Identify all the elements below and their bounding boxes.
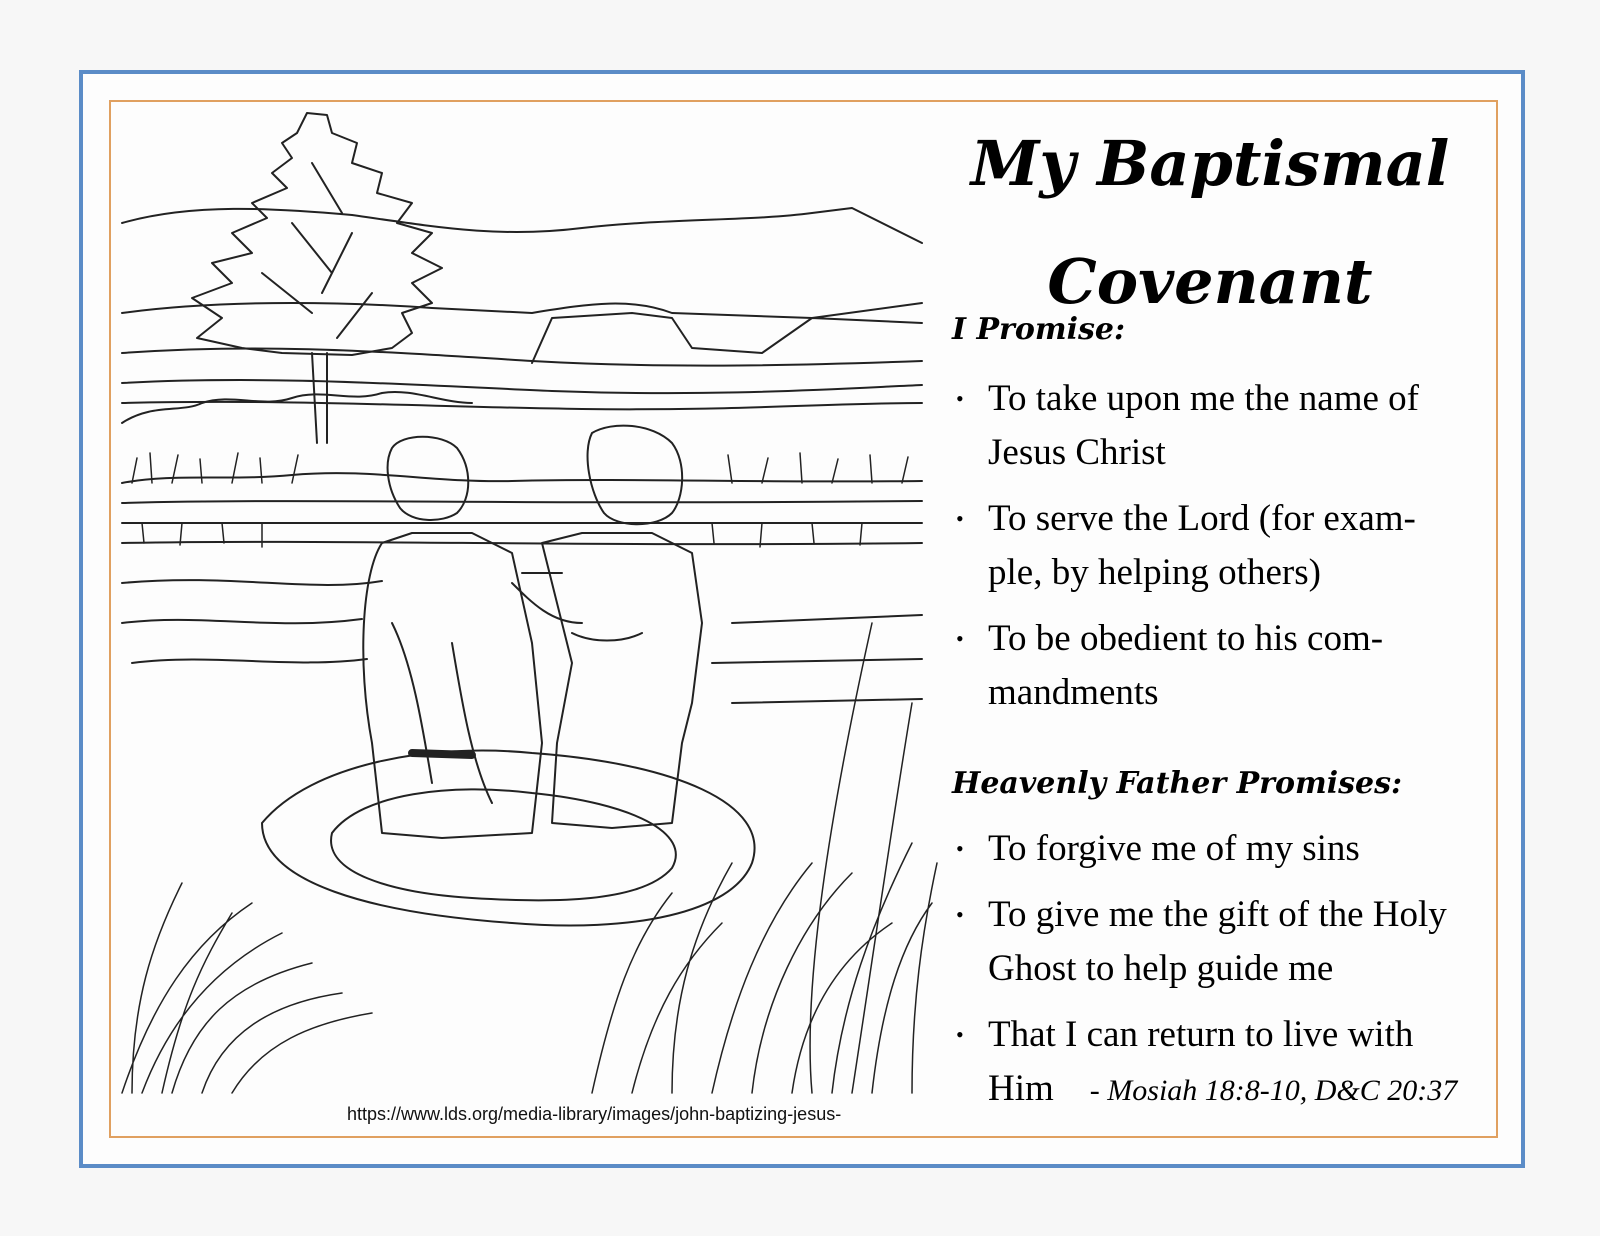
list-item <box>950 1008 1500 1118</box>
bullet-icon: • <box>956 1022 964 1047</box>
my-promises-list <box>950 372 1500 732</box>
bullet-icon: • <box>956 626 964 651</box>
list-item-line: To serve the Lord (for exam- <box>988 498 1416 539</box>
scripture-citation <box>1090 1074 1457 1107</box>
hill-line <box>122 303 922 318</box>
list-item-line: To take upon me the name of <box>988 378 1419 419</box>
list-item-line: To forgive me of my sins <box>988 828 1360 869</box>
mountain-line <box>122 208 922 243</box>
page-title <box>950 105 1470 341</box>
citation-text: Mosiah 18:8-10, D&C 20:37 <box>1107 1074 1458 1107</box>
list-item-line: Him <box>988 1068 1054 1109</box>
bullet-icon: • <box>956 386 964 411</box>
list-item-line: To give me the gift of the Holy <box>988 894 1447 935</box>
list-item <box>950 888 1500 996</box>
list-item-line: ple, by helping others) <box>988 552 1321 593</box>
list-item <box>950 372 1500 480</box>
bullet-icon: • <box>956 836 964 861</box>
foreground-reeds <box>122 623 937 1093</box>
title-line-2: Covenant <box>1047 245 1373 318</box>
mesa <box>532 313 922 363</box>
baptism-scene-icon <box>112 103 942 1099</box>
shoreline-bushes <box>122 392 472 423</box>
citation-dash: - <box>1089 1074 1100 1107</box>
father-promises-list <box>950 822 1500 1130</box>
tree-trunk <box>312 353 327 443</box>
my-promises-heading: I Promise: <box>952 312 1126 347</box>
list-item <box>950 492 1500 600</box>
figure-right-body <box>542 533 702 828</box>
father-promises-heading: Heavenly Father Promises: <box>952 766 1403 801</box>
bullet-icon: • <box>956 506 964 531</box>
list-item-line: Ghost to help guide me <box>988 948 1334 989</box>
list-item <box>950 822 1500 876</box>
tree-foliage <box>192 113 442 355</box>
bullet-icon: • <box>956 902 964 927</box>
list-item-line: That I can return to live with <box>988 1014 1414 1055</box>
list-item <box>950 612 1500 720</box>
figure-left-robe <box>363 533 542 838</box>
list-item-line: Jesus Christ <box>988 432 1166 473</box>
list-item-line: To be obedient to his com- <box>988 618 1384 659</box>
list-item-line: mandments <box>988 672 1159 713</box>
figure-right-head <box>588 426 683 525</box>
source-url[interactable]: https://www.lds.org/media-library/images/john-baptizing-jesus- <box>347 1104 842 1124</box>
title-line-1: My Baptismal <box>970 127 1450 200</box>
